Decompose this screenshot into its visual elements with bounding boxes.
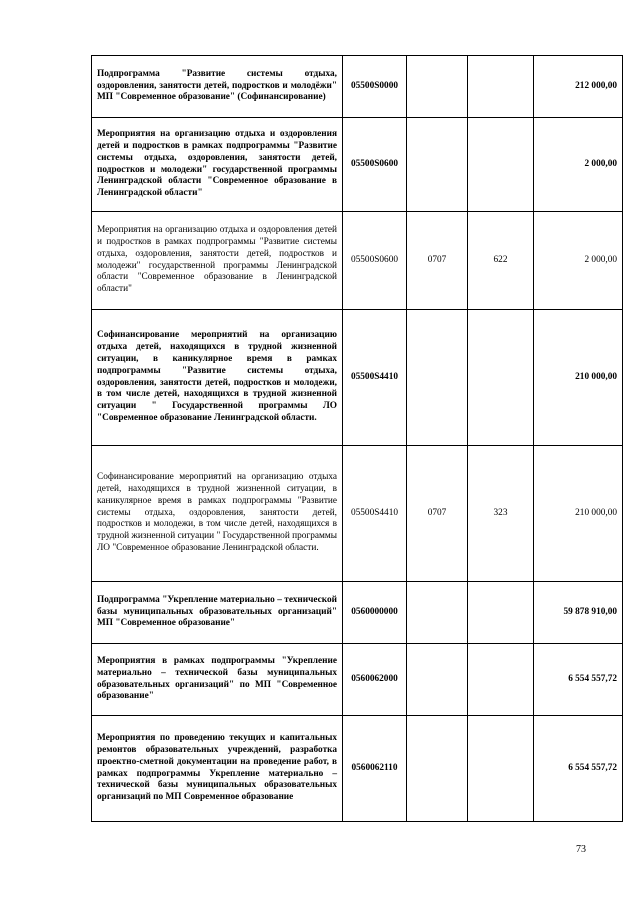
row-amount-cell: 6 554 557,72 [534, 716, 623, 822]
row-type-cell [468, 582, 534, 644]
row-name-cell: Мероприятия на организацию отдыха и оздоровления детей и подростков в рамках подпрограммы "Развитие системы отдыха, оздоровления, занятости детей, подростков и молодежи" государственной программы Ленинградской области "Современное образование в Ленинградской области" [92, 212, 343, 310]
row-name-cell: Подпрограмма "Укрепление материально – технической базы муниципальных образовательных организаций" МП "Современное образование" [92, 582, 343, 644]
row-amount-cell: 210 000,00 [534, 310, 623, 446]
row-type-cell [468, 310, 534, 446]
row-code-cell: 05500S0600 [343, 118, 407, 212]
table-row [92, 582, 623, 644]
row-section-cell [407, 310, 468, 446]
row-code-cell: 05500S0600 [343, 212, 407, 310]
row-name-cell: Подпрограмма "Развитие системы отдыха, оздоровления, занятости детей, подростков и молодёжи" МП "Современное образование" (Софинансирование) [92, 56, 343, 118]
row-type-cell: 323 [468, 446, 534, 582]
row-type-cell [468, 118, 534, 212]
row-amount-cell: 212 000,00 [534, 56, 623, 118]
table-row [92, 446, 623, 582]
row-section-cell [407, 644, 468, 716]
row-type-cell: 622 [468, 212, 534, 310]
row-code-cell: 0560000000 [343, 582, 407, 644]
row-section-cell: 0707 [407, 446, 468, 582]
row-section-cell [407, 118, 468, 212]
table-row [92, 310, 623, 446]
table-row [92, 118, 623, 212]
row-type-cell [468, 716, 534, 822]
row-amount-cell: 59 878 910,00 [534, 582, 623, 644]
row-amount-cell: 210 000,00 [534, 446, 623, 582]
row-type-cell [468, 644, 534, 716]
row-code-cell: 05500S4410 [343, 310, 407, 446]
row-code-cell: 05500S4410 [343, 446, 407, 582]
table-row [92, 56, 623, 118]
row-section-cell [407, 582, 468, 644]
table-row [92, 644, 623, 716]
table-row [92, 716, 623, 822]
row-amount-cell: 2 000,00 [534, 118, 623, 212]
row-amount-cell: 6 554 557,72 [534, 644, 623, 716]
budget-table-body [92, 56, 623, 822]
row-section-cell [407, 56, 468, 118]
row-section-cell: 0707 [407, 212, 468, 310]
row-code-cell: 0560062000 [343, 644, 407, 716]
row-name-cell: Софинансирование мероприятий на организацию отдыха детей, находящихся в трудной жизненной ситуации, в каникулярное время в рамках подпрограммы "Развитие системы отдыха, оздоровления, занятости детей, подростков и молодежи, в том числе детей, находящихся в трудной жизненной ситуации " Государственной программы ЛО "Современное образование Ленинградской области. [92, 446, 343, 582]
row-name-cell: Мероприятия по проведению текущих и капитальных ремонтов образовательных учреждений, разработка проектно-сметной документации на проведение работ, в рамках подпрограммы Укрепление материально – технической базы муниципальных образовательных организаций по МП Современное образование [92, 716, 343, 822]
row-code-cell: 0560062110 [343, 716, 407, 822]
budget-table [91, 55, 623, 822]
row-name-cell: Мероприятия в рамках подпрограммы "Укрепление материально – технической базы муниципальных образовательных организаций" по МП "Современное образование" [92, 644, 343, 716]
row-amount-cell: 2 000,00 [534, 212, 623, 310]
page-number: 73 [576, 844, 586, 855]
table-row [92, 212, 623, 310]
row-name-cell: Софинансирование мероприятий на организацию отдыха детей, находящихся в трудной жизненной ситуации, в каникулярное время в рамках подпрограммы "Развитие системы отдыха, оздоровления, занятости детей, подростков и молодежи, в том числе детей, находящихся в трудной жизненной ситуации " Государственной программы ЛО "Современное образование Ленинградской области. [92, 310, 343, 446]
row-code-cell: 05500S0000 [343, 56, 407, 118]
row-name-cell: Мероприятия на организацию отдыха и оздоровления детей и подростков в рамках подпрограммы "Развитие системы отдыха, оздоровления, занятости детей, подростков и молодежи" государственной программы Ленинградской области "Современное образование в Ленинградской области" [92, 118, 343, 212]
row-type-cell [468, 56, 534, 118]
row-section-cell [407, 716, 468, 822]
